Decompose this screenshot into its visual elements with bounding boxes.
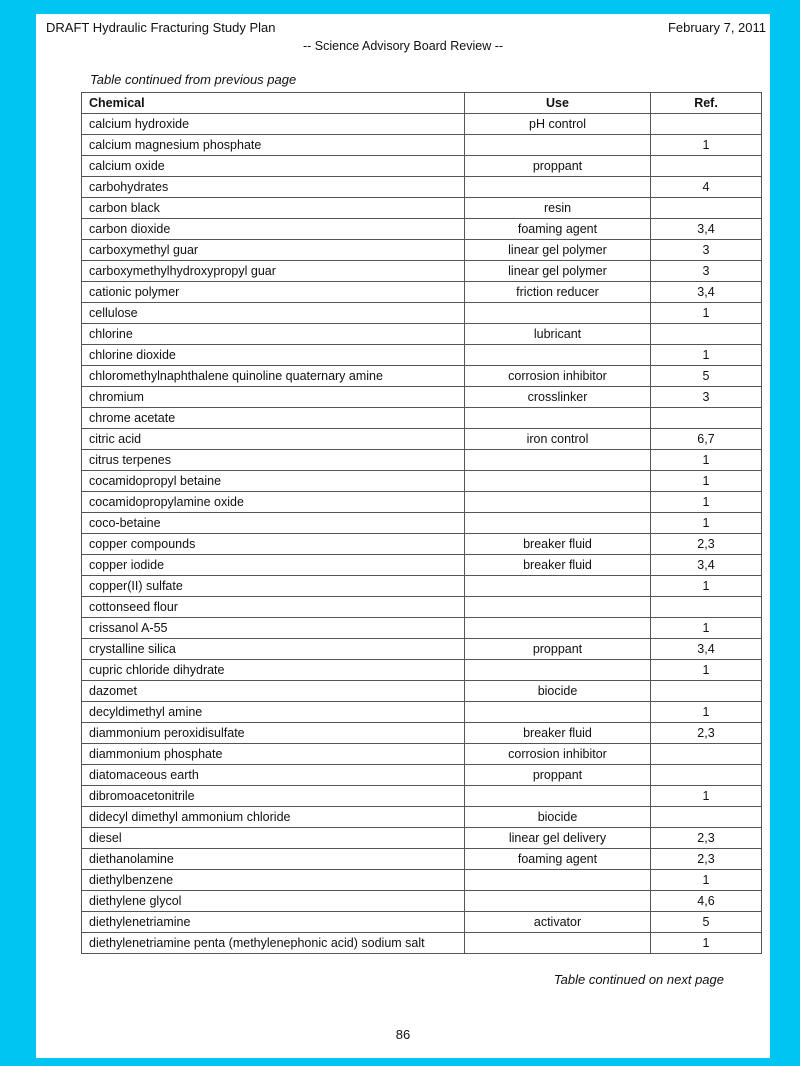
table-row [82, 828, 762, 849]
cell-use [465, 450, 651, 471]
cell-ref [651, 744, 762, 765]
cell-ref [651, 807, 762, 828]
cell-use [465, 576, 651, 597]
cell-chemical: cottonseed flour [82, 597, 465, 618]
header-title: DRAFT Hydraulic Fracturing Study Plan [46, 20, 276, 35]
cell-use: breaker fluid [465, 534, 651, 555]
cell-use: crosslinker [465, 387, 651, 408]
cell-ref: 3,4 [651, 639, 762, 660]
cell-ref: 2,3 [651, 723, 762, 744]
table-row [82, 471, 762, 492]
cell-ref: 1 [651, 618, 762, 639]
table-row [82, 849, 762, 870]
cell-use [465, 870, 651, 891]
cell-chemical: diammonium peroxidisulfate [82, 723, 465, 744]
table-row [82, 597, 762, 618]
cell-use: proppant [465, 639, 651, 660]
cell-use [465, 597, 651, 618]
cell-ref: 1 [651, 870, 762, 891]
cell-chemical: carbon black [82, 198, 465, 219]
table-row [82, 492, 762, 513]
table-body [82, 114, 762, 954]
table-row [82, 156, 762, 177]
cell-ref: 5 [651, 912, 762, 933]
cell-chemical: dibromoacetonitrile [82, 786, 465, 807]
cell-chemical: copper(II) sulfate [82, 576, 465, 597]
cell-use: foaming agent [465, 219, 651, 240]
cell-ref [651, 408, 762, 429]
table-row [82, 303, 762, 324]
cell-chemical: carboxymethyl guar [82, 240, 465, 261]
table-continued-from-note: Table continued from previous page [90, 72, 297, 87]
table-row [82, 282, 762, 303]
table-row [82, 408, 762, 429]
cell-ref [651, 765, 762, 786]
cell-use [465, 891, 651, 912]
document-page [36, 14, 770, 1058]
cell-use: iron control [465, 429, 651, 450]
cell-chemical: calcium hydroxide [82, 114, 465, 135]
cell-ref: 1 [651, 786, 762, 807]
cell-ref: 1 [651, 513, 762, 534]
cell-ref: 3 [651, 387, 762, 408]
table-row [82, 177, 762, 198]
table-row [82, 261, 762, 282]
cell-chemical: copper iodide [82, 555, 465, 576]
cell-chemical: carboxymethylhydroxypropyl guar [82, 261, 465, 282]
cell-use [465, 618, 651, 639]
cell-chemical: diethanolamine [82, 849, 465, 870]
table-row [82, 198, 762, 219]
table-row [82, 870, 762, 891]
cell-use [465, 933, 651, 954]
cell-ref [651, 681, 762, 702]
cell-chemical: coco-betaine [82, 513, 465, 534]
column-header-chemical: Chemical [82, 93, 465, 114]
header-subtitle: -- Science Advisory Board Review -- [302, 39, 504, 53]
cell-chemical: cationic polymer [82, 282, 465, 303]
table-row [82, 807, 762, 828]
cell-chemical: chromium [82, 387, 465, 408]
cell-chemical: cocamidopropylamine oxide [82, 492, 465, 513]
table-row [82, 345, 762, 366]
cell-use [465, 660, 651, 681]
cell-use: linear gel polymer [465, 240, 651, 261]
cell-ref: 1 [651, 660, 762, 681]
cell-ref: 2,3 [651, 534, 762, 555]
cell-chemical: decyldimethyl amine [82, 702, 465, 723]
cell-chemical: dazomet [82, 681, 465, 702]
cell-ref: 4 [651, 177, 762, 198]
cell-chemical: chloromethylnaphthalene quinoline quaternary amine [82, 366, 465, 387]
table-row [82, 429, 762, 450]
table-row [82, 324, 762, 345]
table-row [82, 723, 762, 744]
cell-ref: 3,4 [651, 219, 762, 240]
cell-use: resin [465, 198, 651, 219]
cell-ref: 1 [651, 450, 762, 471]
cell-chemical: calcium oxide [82, 156, 465, 177]
table-row [82, 912, 762, 933]
table-header-row [82, 93, 762, 114]
cell-use [465, 471, 651, 492]
cell-use [465, 786, 651, 807]
cell-ref [651, 597, 762, 618]
cell-chemical: diethylenetriamine penta (methylenephonic acid) sodium salt [82, 933, 465, 954]
cell-use: friction reducer [465, 282, 651, 303]
cell-use [465, 135, 651, 156]
cell-use: breaker fluid [465, 555, 651, 576]
page-number: 86 [395, 1027, 411, 1042]
cell-chemical: cocamidopropyl betaine [82, 471, 465, 492]
cell-ref: 4,6 [651, 891, 762, 912]
cell-use: lubricant [465, 324, 651, 345]
cell-ref: 3,4 [651, 555, 762, 576]
cell-chemical: diatomaceous earth [82, 765, 465, 786]
cell-ref [651, 114, 762, 135]
table-row [82, 219, 762, 240]
table-row [82, 618, 762, 639]
table-row [82, 450, 762, 471]
cell-chemical: diammonium phosphate [82, 744, 465, 765]
column-header-ref: Ref. [651, 93, 762, 114]
cell-use: biocide [465, 807, 651, 828]
cell-ref: 1 [651, 576, 762, 597]
cell-ref: 1 [651, 345, 762, 366]
cell-ref: 1 [651, 471, 762, 492]
cell-use [465, 408, 651, 429]
table-row [82, 702, 762, 723]
cell-use: linear gel delivery [465, 828, 651, 849]
cell-use: activator [465, 912, 651, 933]
table-row [82, 639, 762, 660]
cell-use [465, 177, 651, 198]
cell-chemical: diethylene glycol [82, 891, 465, 912]
table-row [82, 786, 762, 807]
table-row [82, 660, 762, 681]
table-continued-next-note: Table continued on next page [553, 972, 724, 987]
cell-use [465, 492, 651, 513]
table-row [82, 765, 762, 786]
table-row [82, 681, 762, 702]
cell-use: biocide [465, 681, 651, 702]
cell-ref: 3 [651, 261, 762, 282]
cell-use: pH control [465, 114, 651, 135]
cell-chemical: citrus terpenes [82, 450, 465, 471]
table-row [82, 240, 762, 261]
cell-ref: 1 [651, 303, 762, 324]
cell-chemical: copper compounds [82, 534, 465, 555]
cell-use: breaker fluid [465, 723, 651, 744]
cell-ref: 2,3 [651, 849, 762, 870]
cell-use [465, 513, 651, 534]
table-row [82, 513, 762, 534]
cell-chemical: diesel [82, 828, 465, 849]
cell-chemical: chlorine [82, 324, 465, 345]
cell-use: proppant [465, 156, 651, 177]
table-row [82, 744, 762, 765]
chemical-table [81, 92, 762, 954]
cell-use: foaming agent [465, 849, 651, 870]
cell-ref: 1 [651, 702, 762, 723]
table-row [82, 555, 762, 576]
cell-ref [651, 198, 762, 219]
table-row [82, 114, 762, 135]
cell-chemical: calcium magnesium phosphate [82, 135, 465, 156]
cell-ref: 2,3 [651, 828, 762, 849]
cell-chemical: cupric chloride dihydrate [82, 660, 465, 681]
cell-use: proppant [465, 765, 651, 786]
cell-chemical: diethylenetriamine [82, 912, 465, 933]
cell-ref: 3 [651, 240, 762, 261]
cell-ref [651, 156, 762, 177]
table-row [82, 387, 762, 408]
cell-ref: 1 [651, 933, 762, 954]
cell-chemical: carbohydrates [82, 177, 465, 198]
cell-use: corrosion inhibitor [465, 744, 651, 765]
cell-chemical: chlorine dioxide [82, 345, 465, 366]
cell-use: linear gel polymer [465, 261, 651, 282]
column-header-use: Use [465, 93, 651, 114]
header-date: February 7, 2011 [667, 20, 766, 35]
table-row [82, 366, 762, 387]
cell-ref: 1 [651, 492, 762, 513]
cell-chemical: carbon dioxide [82, 219, 465, 240]
cell-use [465, 345, 651, 366]
cell-chemical: crissanol A-55 [82, 618, 465, 639]
cell-chemical: citric acid [82, 429, 465, 450]
cell-ref: 5 [651, 366, 762, 387]
cell-chemical: diethylbenzene [82, 870, 465, 891]
cell-chemical: crystalline silica [82, 639, 465, 660]
table-row [82, 534, 762, 555]
table-row [82, 891, 762, 912]
table-row [82, 135, 762, 156]
cell-chemical: didecyl dimethyl ammonium chloride [82, 807, 465, 828]
cell-use [465, 303, 651, 324]
cell-use: corrosion inhibitor [465, 366, 651, 387]
cell-chemical: cellulose [82, 303, 465, 324]
cell-ref: 3,4 [651, 282, 762, 303]
cell-ref: 1 [651, 135, 762, 156]
cell-use [465, 702, 651, 723]
cell-ref: 6,7 [651, 429, 762, 450]
cell-chemical: chrome acetate [82, 408, 465, 429]
table-row [82, 933, 762, 954]
cell-ref [651, 324, 762, 345]
table-row [82, 576, 762, 597]
